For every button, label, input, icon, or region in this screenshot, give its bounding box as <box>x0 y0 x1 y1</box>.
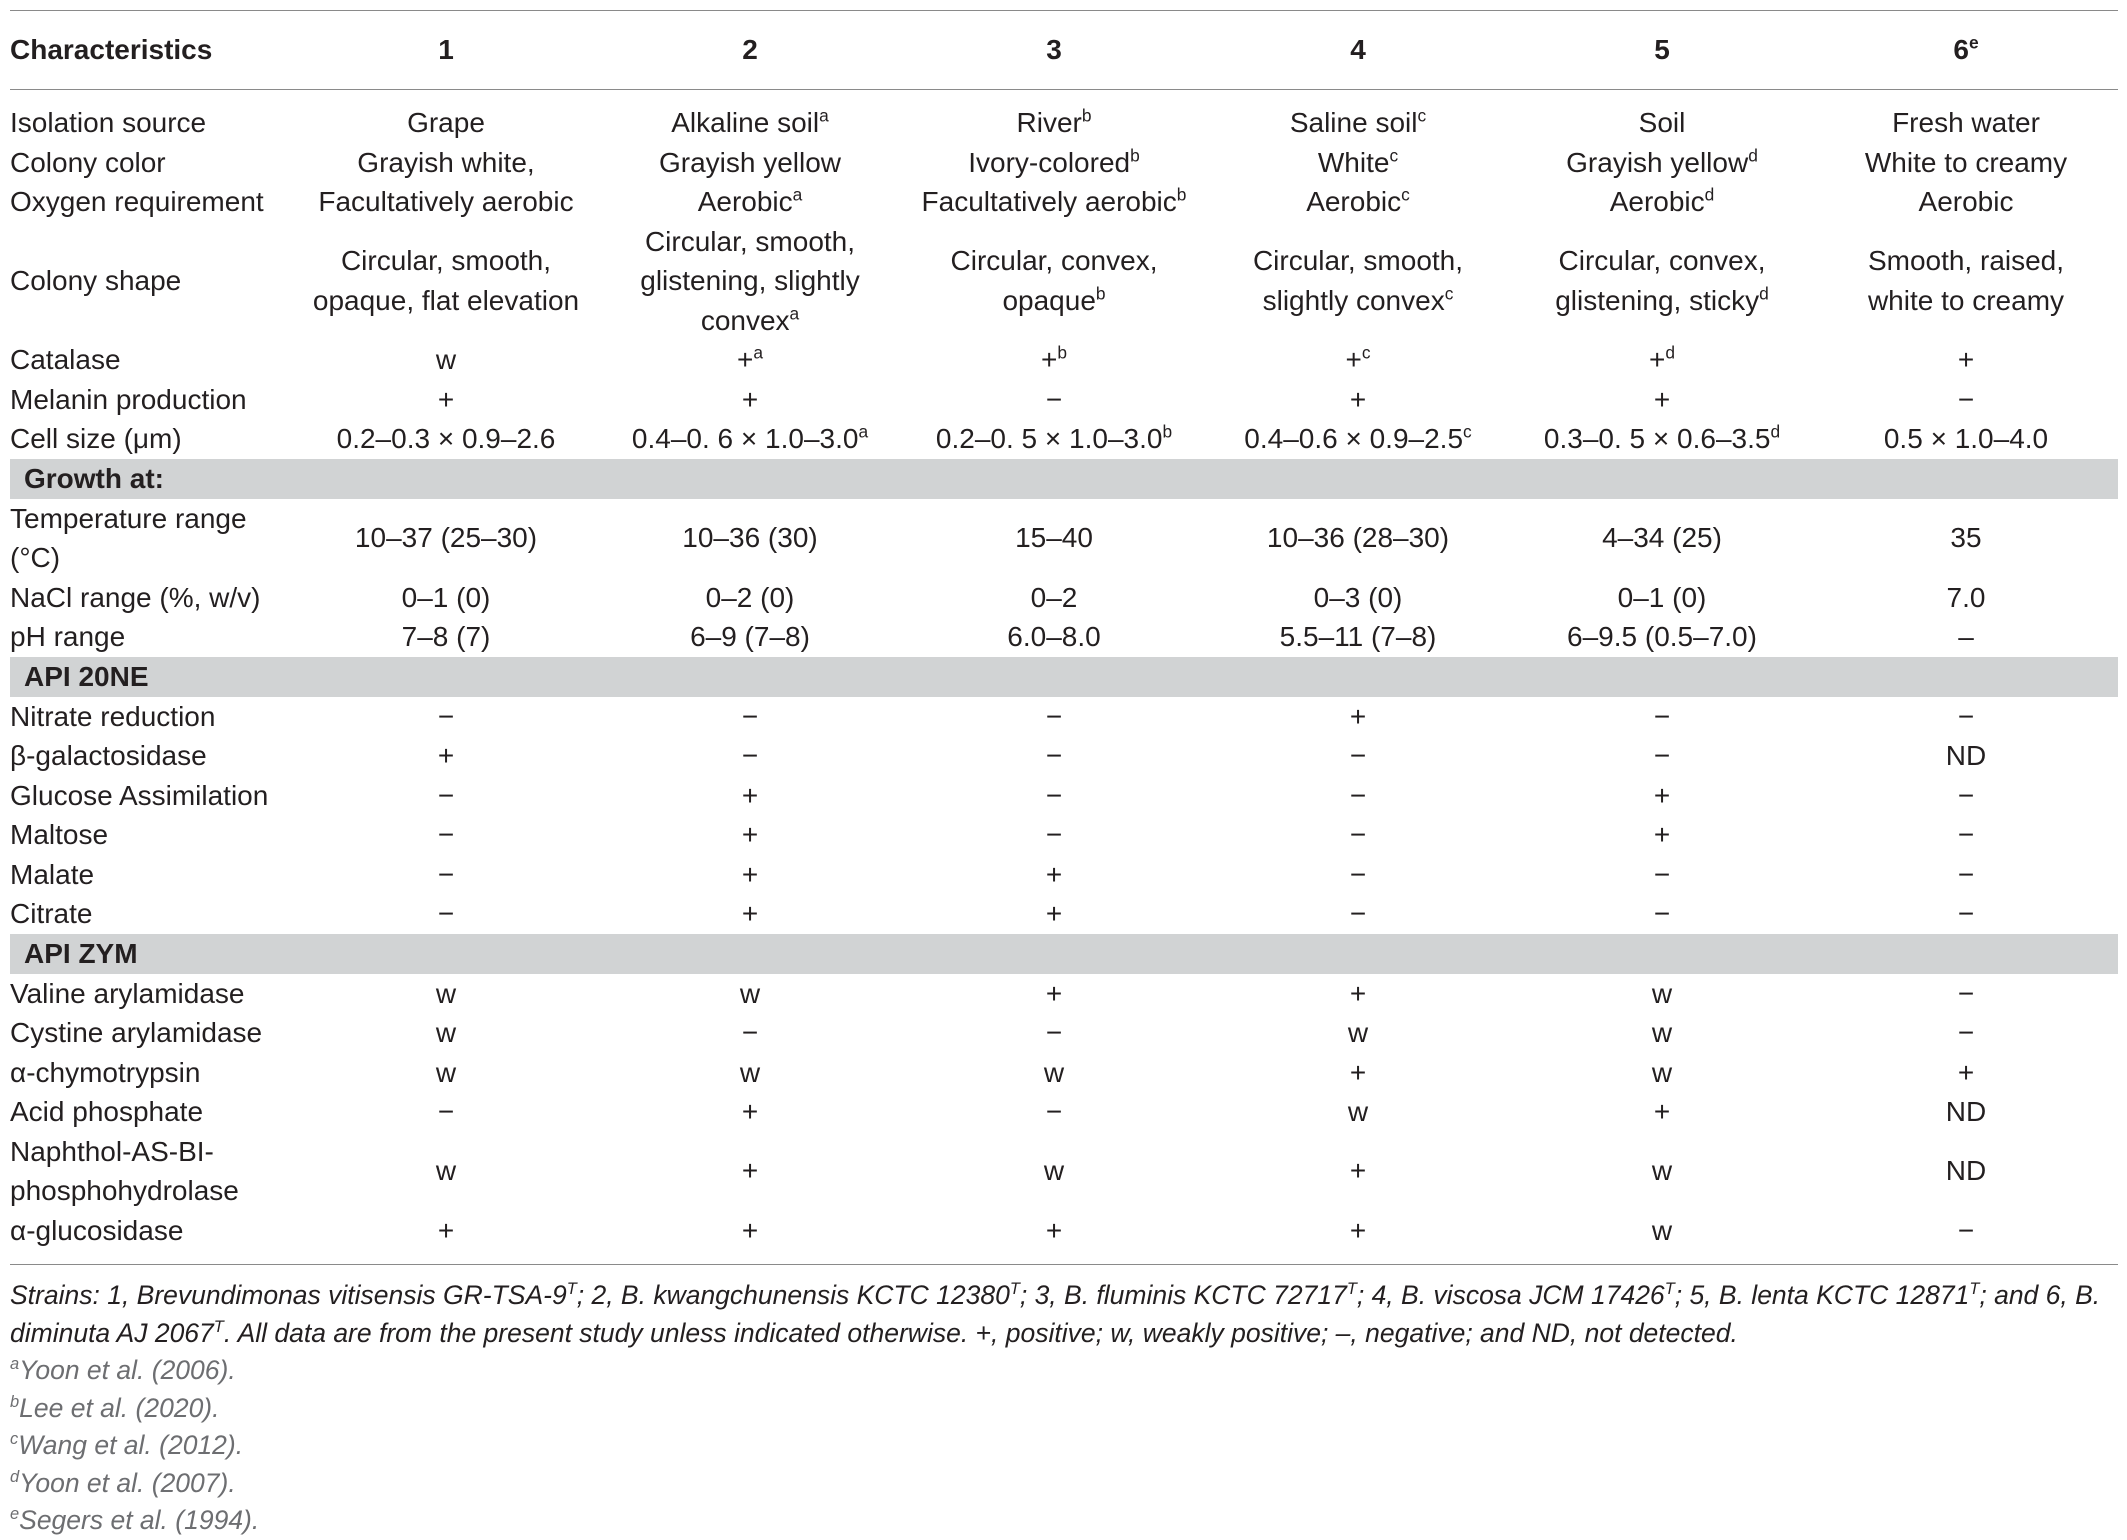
cell-col-4: w <box>1347 1017 1369 1048</box>
row-label: Acid phosphate <box>10 1096 204 1127</box>
cell-col-6: ND <box>1945 1155 1987 1187</box>
cell-col-6: − <box>1957 898 1975 929</box>
reference-note: $^c$Wang et al. (2012). <box>10 1430 244 1460</box>
cell-col-5: 0.3–0. 5 × 0.6–3.5$^d$ <box>1543 421 1781 454</box>
table-row <box>10 419 2118 459</box>
cell-col-1: Grayish white, <box>357 146 535 178</box>
superscript-mark: d <box>1665 342 1675 363</box>
cell-col-4: Aerobic$^c$ <box>1306 184 1410 217</box>
header-col-1: 1 <box>294 11 598 90</box>
superscript-mark: b <box>1162 421 1173 442</box>
cell-col-2: + <box>741 819 759 850</box>
strains-footnote: Strains: 1, Brevundimonas vitisensis $GR-TSA-9^T$; 2, B. kwangchunensis KCTC $12380^T$; 3, B. fluminis KCTC $72717^T$; 4, B. viscosa JCM $17426^T$; 5, B. lenta KCTC $12871^T$; and 6, B. diminuta AJ $2067^T$. All data are from the present study unless indicated otherwise. +, positive; w, weakly positive; –, negative; and ND, not detected. <box>10 1280 2101 1348</box>
cell-col-1: 10–37 (25–30) <box>354 522 538 554</box>
reference-mark: a <box>10 1355 20 1374</box>
header-col-6-sup: e <box>1968 32 1979 53</box>
superscript-mark: T <box>1009 1280 1020 1299</box>
header-characteristics: Characteristics <box>10 11 294 90</box>
cell-col-3: + <box>1045 898 1063 929</box>
header-col-3: 3 <box>902 11 1206 90</box>
cell-col-2: Alkaline soil$^a$ <box>671 105 829 138</box>
reference-note: $^e$Segers et al. (1994). <box>10 1505 260 1535</box>
cell-col-3: w <box>1043 1155 1065 1187</box>
superscript-mark: T <box>1346 1280 1357 1299</box>
row-label: Melanin production <box>10 383 247 415</box>
superscript-mark: b <box>1176 184 1187 205</box>
cell-col-5: Grayish yellow$^d$ <box>1566 145 1758 178</box>
cell-col-6: + <box>1957 344 1975 375</box>
cell-col-1: − <box>437 898 455 929</box>
cell-col-6: ND <box>1945 740 1987 771</box>
cell-col-3: + <box>1045 858 1063 890</box>
cell-col-5: Circular, convex, glistening, sticky$^d$ <box>1555 245 1769 316</box>
superscript-mark: b <box>1081 105 1092 126</box>
cell-col-4: + <box>1349 977 1367 1009</box>
cell-col-6: Smooth, raised, white to creamy <box>1867 245 2065 316</box>
cell-col-2: + <box>741 383 759 415</box>
cell-col-3: 0–2 <box>1030 581 1078 613</box>
cell-col-6: − <box>1814 1211 2118 1265</box>
cell-col-2: 6–9 (7–8) <box>690 621 810 652</box>
row-label: Isolation source <box>10 107 207 138</box>
cell-col-2: + <box>741 1096 759 1127</box>
superscript-mark: b <box>1057 342 1067 363</box>
header-col-6-text: 6 <box>1953 34 1969 66</box>
cell-col-3: − <box>1045 1017 1063 1048</box>
cell-col-2: w <box>739 1056 761 1088</box>
cell-col-6: − <box>1957 858 1975 890</box>
cell-col-1: + <box>437 383 455 415</box>
cell-col-4: + <box>1206 1211 1510 1265</box>
cell-col-2: Grayish yellow <box>658 146 842 178</box>
cell-col-6: – <box>1958 621 1974 652</box>
cell-col-5: w <box>1510 1211 1814 1265</box>
table-row <box>10 1092 2118 1132</box>
cell-col-1: 0–1 (0) <box>401 581 491 613</box>
superscript-mark: T <box>566 1280 577 1299</box>
section-api20ne <box>10 657 2118 697</box>
row-label: Glucose Assimilation <box>10 779 269 811</box>
section-apizym <box>10 934 2118 974</box>
cell-col-4: 0–3 (0) <box>1313 581 1403 613</box>
cell-col-6: 7.0 <box>1946 581 1986 613</box>
superscript-mark: d <box>1748 145 1758 166</box>
cell-col-1: Facultatively aerobic <box>318 186 574 217</box>
cell-col-1: Grape <box>407 107 485 138</box>
header-col-6 <box>1814 11 2118 90</box>
table-row <box>10 578 2118 618</box>
cell-col-1: + <box>294 1211 598 1265</box>
cell-col-6: − <box>1957 977 1975 1009</box>
cell-col-3: 15–40 <box>1015 522 1093 554</box>
superscript-mark: c <box>1361 342 1371 363</box>
superscript-mark: T <box>1969 1280 1980 1299</box>
header-col-2: 2 <box>598 11 902 90</box>
cell-col-1: 7–8 (7) <box>401 621 491 652</box>
section-growth-label: Growth at: <box>10 459 2118 499</box>
table-row <box>10 1211 2118 1265</box>
cell-col-1: w <box>435 977 457 1009</box>
cell-col-4: − <box>1349 819 1367 850</box>
cell-col-3: − <box>1045 1096 1063 1127</box>
superscript-mark: b <box>1130 145 1140 166</box>
cell-col-1: − <box>437 858 455 890</box>
cell-col-5: Aerobic$^d$ <box>1609 184 1715 217</box>
cell-col-3: w <box>1043 1056 1065 1088</box>
table-row <box>10 776 2118 816</box>
cell-col-6: + <box>1957 1056 1975 1088</box>
row-label: Valine arylamidase <box>10 977 245 1009</box>
cell-col-1: + <box>437 740 455 771</box>
cell-col-4: 0.4–0.6 × 0.9–2.5$^c$ <box>1244 421 1472 454</box>
row-label: Colony shape <box>10 265 182 296</box>
row-label: Catalase <box>10 344 121 375</box>
cell-col-5: 6–9.5 (0.5–7.0) <box>1567 621 1757 652</box>
superscript-mark: a <box>753 342 763 363</box>
cell-col-6: − <box>1957 1017 1975 1048</box>
cell-col-5: 0–1 (0) <box>1617 581 1707 613</box>
cell-col-4: − <box>1349 898 1367 929</box>
cell-col-4: White$^c$ <box>1317 145 1399 178</box>
cell-col-1: 0.2–0.3 × 0.9–2.6 <box>336 423 556 454</box>
table-row <box>10 736 2118 776</box>
superscript-mark: c <box>1444 283 1454 304</box>
cell-col-4: 10–36 (28–30) <box>1266 522 1450 554</box>
table-row <box>10 1132 2118 1211</box>
cell-col-6: − <box>1957 700 1975 732</box>
row-label: Temperature range (°C) <box>10 502 247 573</box>
table-body <box>10 90 2118 1265</box>
row-label: Cell size (μm) <box>10 423 182 454</box>
superscript-mark: a <box>858 421 869 442</box>
cell-col-6: Aerobic <box>1918 186 2014 217</box>
table-row <box>10 143 2118 183</box>
superscript-mark: c <box>1401 184 1410 205</box>
cell-col-5: − <box>1653 858 1671 890</box>
cell-col-3: − <box>1045 819 1063 850</box>
cell-col-5: w <box>1651 977 1673 1009</box>
cell-col-3: − <box>1045 740 1063 771</box>
section-api20ne-label: API 20NE <box>10 657 2118 697</box>
cell-col-2: +$^a$ <box>736 342 763 375</box>
cell-col-3: 0.2–0. 5 × 1.0–3.0$^b$ <box>935 421 1173 454</box>
cell-col-3: River$^b$ <box>1016 105 1092 138</box>
table-row <box>10 103 2118 143</box>
cell-col-4: +$^c$ <box>1345 342 1371 375</box>
cell-col-5: + <box>1653 1096 1671 1127</box>
reference-mark: e <box>10 1505 20 1524</box>
cell-col-1: − <box>437 819 455 850</box>
cell-col-1: − <box>437 1096 455 1127</box>
cell-col-2: + <box>741 779 759 811</box>
row-label: Naphthol-AS-BI- phosphohydrolase <box>10 1135 239 1206</box>
row-label: Oxygen requirement <box>10 186 264 217</box>
row-label: Malate <box>10 858 95 890</box>
header-col-4: 4 <box>1206 11 1510 90</box>
cell-col-4: + <box>1349 1155 1367 1187</box>
cell-col-1: w <box>435 1017 457 1048</box>
superscript-mark: d <box>1704 184 1715 205</box>
superscript-mark: T <box>1664 1280 1675 1299</box>
cell-col-1: w <box>435 1056 457 1088</box>
cell-col-3: + <box>902 1211 1206 1265</box>
cell-col-5: w <box>1651 1017 1673 1048</box>
row-label: NaCl range (%, w/v) <box>10 581 261 613</box>
table-row <box>10 1053 2118 1093</box>
reference-mark: d <box>10 1467 20 1486</box>
cell-col-5: + <box>1653 779 1671 811</box>
table-row <box>10 617 2118 657</box>
superscript-mark: a <box>792 184 803 205</box>
cell-col-2: − <box>741 1017 759 1048</box>
reference-note: $^b$Lee et al. (2020). <box>10 1392 220 1423</box>
row-label: α-glucosidase <box>10 1211 294 1265</box>
cell-col-2: Circular, smooth, glistening, slightly convex$^a$ <box>640 225 860 336</box>
superscript-mark: c <box>1417 105 1427 126</box>
row-label: Nitrate reduction <box>10 700 216 732</box>
cell-col-5: w <box>1651 1155 1673 1187</box>
table-row <box>10 499 2118 578</box>
cell-col-1: w <box>435 1155 457 1187</box>
superscript-mark: a <box>819 105 829 126</box>
cell-col-2: 10–36 (30) <box>682 522 818 554</box>
cell-col-4: + <box>1349 1056 1367 1088</box>
cell-col-3: − <box>1045 700 1063 732</box>
cell-col-4: + <box>1349 700 1367 732</box>
superscript-mark: d <box>1770 421 1781 442</box>
cell-col-5: Soil <box>1638 107 1686 138</box>
superscript-mark: T <box>213 1317 224 1336</box>
cell-col-1: Circular, smooth, opaque, flat elevation <box>312 245 580 316</box>
cell-col-3: Circular, convex, opaque$^b$ <box>950 245 1158 316</box>
section-apizym-label: API ZYM <box>10 934 2118 974</box>
cell-col-3: + <box>1045 977 1063 1009</box>
cell-col-5: + <box>1653 383 1671 415</box>
cell-col-4: − <box>1349 858 1367 890</box>
table-row <box>10 182 2118 222</box>
superscript-mark: c <box>1463 421 1472 442</box>
reference-mark: b <box>10 1392 20 1411</box>
cell-col-1: − <box>437 700 455 732</box>
cell-col-5: w <box>1651 1056 1673 1088</box>
cell-col-6: − <box>1957 383 1975 415</box>
cell-col-4: − <box>1349 740 1367 771</box>
cell-col-3: Facultatively aerobic$^b$ <box>921 184 1187 217</box>
cell-col-6: ND <box>1945 1096 1987 1127</box>
cell-col-2: 0.4–0. 6 × 1.0–3.0$^a$ <box>631 421 869 454</box>
table-row <box>10 340 2118 380</box>
row-label: Colony color <box>10 146 166 178</box>
header-row <box>10 11 2118 90</box>
row-label: pH range <box>10 621 126 652</box>
cell-col-6: − <box>1957 779 1975 811</box>
cell-col-2: − <box>741 700 759 732</box>
table-row <box>10 974 2118 1014</box>
cell-col-4: Saline soil$^c$ <box>1289 105 1427 138</box>
row-label: Cystine arylamidase <box>10 1017 263 1048</box>
cell-col-6: Fresh water <box>1892 107 2040 138</box>
reference-note: $^a$Yoon et al. (2006). <box>10 1355 236 1385</box>
cell-col-2: w <box>739 977 761 1009</box>
cell-col-4: w <box>1347 1096 1369 1127</box>
cell-col-2: + <box>741 858 759 890</box>
superscript-mark: a <box>789 303 800 324</box>
table-row <box>10 697 2118 737</box>
table-container <box>10 10 2118 1540</box>
row-label: α-chymotrypsin <box>10 1056 201 1088</box>
cell-col-2: + <box>598 1211 902 1265</box>
cell-col-1: − <box>437 779 455 811</box>
cell-col-2: − <box>741 740 759 771</box>
section-growth <box>10 459 2118 499</box>
table-row <box>10 1013 2118 1053</box>
cell-col-3: − <box>1045 383 1063 415</box>
row-label: Citrate <box>10 898 93 929</box>
table-row <box>10 855 2118 895</box>
table-row <box>10 894 2118 934</box>
spacer-row <box>10 90 2118 104</box>
table-footnotes <box>10 1277 2118 1540</box>
cell-col-5: + <box>1653 819 1671 850</box>
cell-col-6: White to creamy <box>1864 146 2068 178</box>
cell-col-4: − <box>1349 779 1367 811</box>
table-row <box>10 222 2118 341</box>
cell-col-3: +$^b$ <box>1040 342 1067 375</box>
cell-col-5: − <box>1653 898 1671 929</box>
cell-col-2: + <box>741 898 759 929</box>
cell-col-3: − <box>1045 779 1063 811</box>
reference-note: $^d$Yoon et al. (2007). <box>10 1467 236 1498</box>
cell-col-2: 0–2 (0) <box>705 581 795 613</box>
cell-col-4: Circular, smooth, slightly convex$^c$ <box>1252 245 1464 316</box>
superscript-mark: b <box>1095 283 1106 304</box>
cell-col-6: 0.5 × 1.0–4.0 <box>1883 423 2049 454</box>
superscript-mark: c <box>1389 145 1399 166</box>
cell-col-5: 4–34 (25) <box>1602 522 1722 554</box>
cell-col-5: − <box>1653 700 1671 732</box>
reference-mark: c <box>10 1430 19 1449</box>
reference-footnotes <box>10 1352 2118 1540</box>
header-col-5: 5 <box>1510 11 1814 90</box>
superscript-mark: d <box>1759 283 1769 304</box>
row-label: β-galactosidase <box>10 740 207 771</box>
cell-col-2: + <box>741 1155 759 1187</box>
cell-col-1: w <box>435 344 457 375</box>
table-row <box>10 815 2118 855</box>
characteristics-table <box>10 10 2118 1265</box>
cell-col-3: Ivory-colored$^b$ <box>968 145 1140 178</box>
cell-col-3: 6.0–8.0 <box>1007 621 1101 652</box>
cell-col-2: Aerobic$^a$ <box>697 184 803 217</box>
cell-col-5: +$^d$ <box>1648 342 1675 375</box>
cell-col-4: 5.5–11 (7–8) <box>1279 621 1437 652</box>
cell-col-4: + <box>1349 383 1367 415</box>
cell-col-5: − <box>1653 740 1671 771</box>
cell-col-6: 35 <box>1950 522 1982 554</box>
table-row <box>10 380 2118 420</box>
cell-col-6: − <box>1957 819 1975 850</box>
row-label: Maltose <box>10 819 109 850</box>
